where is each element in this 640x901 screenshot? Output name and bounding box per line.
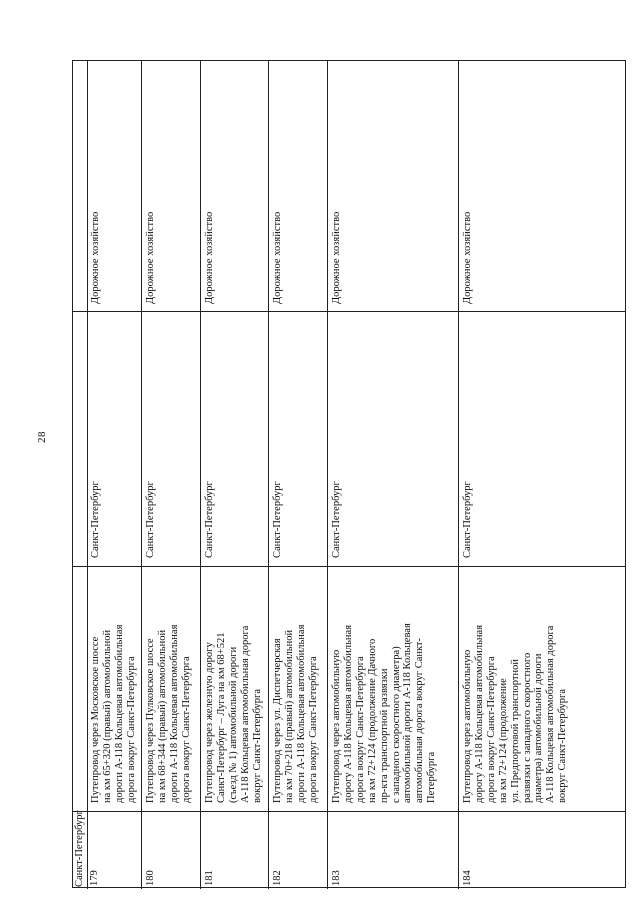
row-number: 180 [145, 870, 156, 886]
description-line: дороги А-118 Кольцевая автомобильная [295, 624, 307, 803]
description-line: Путепровод через автомобильную [462, 649, 473, 803]
row-number: 182 [272, 870, 283, 886]
description-line: (съезд № 1) автомобильной дороги [227, 646, 239, 803]
row-divider [327, 61, 328, 889]
description-line: дорога вокруг Санкт-Петербурга [125, 656, 137, 803]
description-line: вокруг Санкт-Петербурга [251, 688, 263, 803]
row-location: Санкт-Петербург [204, 481, 215, 558]
description-line: ул. Предпортовой транспортной [509, 658, 521, 803]
description-line: на км 70+218 (правый) автомобильной [283, 629, 295, 803]
row-number: 179 [89, 870, 100, 886]
description-line: А-118 Кольцевая автомобильная дорога [239, 625, 251, 803]
row-location: Санкт-Петербург [462, 481, 473, 558]
description-line: Путепровод через Московское шоссе [90, 636, 101, 803]
description-line: на км 65+320 (правый) автомобильной [101, 629, 113, 803]
description-line: Путепровод через ул. Диспетчерская [272, 638, 283, 803]
row-description [462, 567, 569, 803]
description-line: Путепровод через автомобильную [331, 649, 342, 803]
description-line: А-118 Кольцевая автомобильная дорога [545, 625, 557, 803]
row-description [204, 567, 264, 803]
page-number: 28 [36, 431, 48, 443]
row-type: Дорожное хозяйство [462, 211, 473, 304]
row-type: Дорожное хозяйство [90, 211, 101, 304]
description-line: на км 68+344 (правый) автомобильной [156, 629, 168, 803]
row-divider [200, 61, 201, 889]
divider-num-desc [73, 811, 625, 812]
object-table [72, 60, 626, 888]
divider-location-type [73, 311, 625, 312]
description-line: развязки с западного скоростного [521, 652, 533, 803]
description-line: на км 72+124 (продолжение Дачного [366, 638, 378, 803]
row-location: Санкт-Петербург [272, 481, 283, 558]
row-location: Санкт-Петербург [145, 481, 156, 558]
row-description [331, 567, 438, 803]
row-location: Санкт-Петербург [90, 481, 101, 558]
description-line: Путепровод через железную дорогу [204, 642, 215, 803]
description-line: Путепровод через Пулковское шоссе [145, 638, 156, 803]
description-line: дорога вокруг Санкт-Петербурга [307, 656, 319, 803]
row-type: Дорожное хозяйство [145, 211, 156, 304]
row-type: Дорожное хозяйство [272, 211, 283, 304]
row-location: Санкт-Петербург [331, 481, 342, 558]
description-line: вокруг Санкт-Петербурга [557, 688, 569, 803]
description-line: дороги А-118 Кольцевая автомобильная [168, 624, 180, 803]
row-number: 183 [331, 870, 342, 886]
description-line: дороги А-118 Кольцевая автомобильная [113, 624, 125, 803]
description-line: пр-кта транспортной развязки [378, 668, 390, 803]
row-number: 184 [462, 870, 473, 886]
description-line: дорога вокруг Санкт-Петербурга [180, 656, 192, 803]
description-line: Санкт-Петербург – Луга на км 68+521 [215, 632, 227, 803]
description-line: с западного скоростного диаметра) [390, 646, 402, 803]
description-line: диаметра) автомобильной дороги [533, 653, 545, 803]
row-type: Дорожное хозяйство [331, 211, 342, 304]
description-line: дорогу А-118 Кольцевая автомобильная [473, 624, 485, 803]
row-description [145, 567, 193, 803]
row-divider [458, 61, 459, 889]
description-line: автомобильная дорога вокруг Санкт- [414, 637, 426, 803]
description-line: дорога вокруг Санкт-Петербурга [485, 656, 497, 803]
divider-region [87, 61, 88, 889]
row-number: 181 [204, 870, 215, 886]
row-description [90, 567, 138, 803]
description-line: дорога вокруг Санкт-Петербурга [354, 656, 366, 803]
row-type: Дорожное хозяйство [204, 211, 215, 304]
description-line: автомобильной дороги А-118 Кольцевая [402, 623, 414, 803]
description-line: Петербурга [426, 751, 438, 803]
row-divider [141, 61, 142, 889]
description-line: на км 72+124 (продолжение [497, 678, 509, 803]
description-line: дорогу А-118 Кольцевая автомобильная [342, 624, 354, 803]
row-description [272, 567, 320, 803]
region-header: Санкт-Петербург [74, 810, 85, 887]
row-divider [268, 61, 269, 889]
